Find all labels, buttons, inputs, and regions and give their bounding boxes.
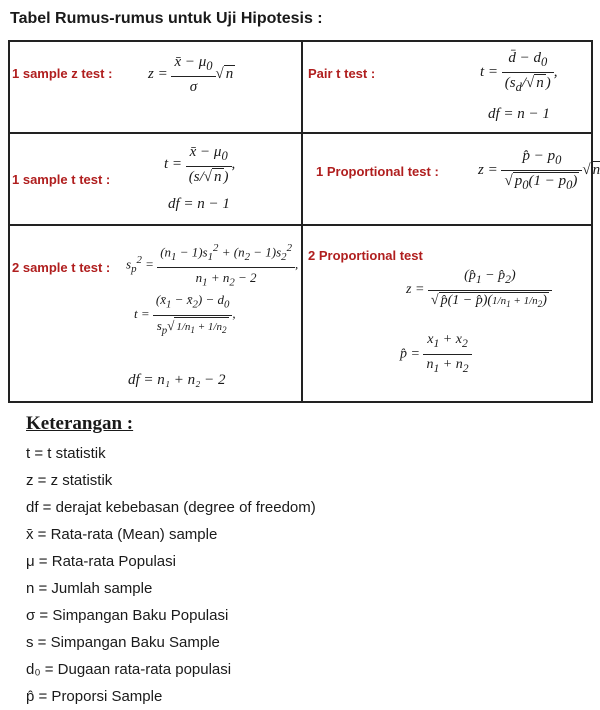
label-one-prop: 1 Proportional test : — [316, 164, 439, 179]
list-item: z = z statistik — [26, 472, 113, 489]
formula-pooled-proportion: p̂ = $\frac{x_1 + x_2}{n_1 + n_2}$ — [400, 330, 472, 379]
table-divider-row-1 — [10, 132, 591, 134]
formula-paired-t-df: df = n − 1 — [488, 106, 550, 122]
formula-table — [8, 40, 600, 403]
formula-paired-t: t = $\frac{d̄ - d_0}{(s_d/√ n )}$ , — [480, 50, 558, 94]
formula-two-sample-t-df: df = n₁ + n₂ − 2 — [128, 372, 226, 388]
formula-one-sample-t: t = $\frac{x̄ - \mu_0}{(s/√ n )}$ , — [164, 144, 236, 185]
list-item: s = Simpangan Baku Sample — [26, 634, 220, 651]
label-one-sample-z: 1 sample z test : — [12, 66, 113, 81]
keterangan-title: Keterangan : — [26, 413, 134, 434]
label-two-prop: 2 Proportional test — [308, 248, 423, 263]
list-item: μ = Rata-rata Populasi — [26, 553, 176, 570]
label-two-sample-t: 2 sample t test : — [12, 260, 111, 275]
formula-two-sample-t: t = $\frac{(x̄_1 - x̄_2) - d_0}{s_p√ 1/n_1 + 1/n_2}$ , — [134, 292, 236, 337]
formula-pooled-variance: $s_p^2$ = $\frac{(n_1 - 1)s_1^2 + (n_2 - 1)s_2^2}{n_1 + n_2 - 2}$ , — [126, 238, 298, 293]
keterangan-list — [26, 440, 586, 710]
formula-two-prop-z: z = $\frac{(p̂_1 - p̂_2)}{√ p̂(1 - p̂)(1/n_1 + 1/n_2)}$ — [406, 266, 552, 314]
list-item: df = derajat kebebasan (degree of freedom) — [26, 499, 316, 516]
list-item: d₀ = Dugaan rata-rata populasi — [26, 661, 232, 678]
table-divider-row-2 — [10, 224, 591, 226]
list-item: p̂ = Proporsi Sample — [26, 688, 163, 705]
label-paired-t: Pair t test : — [308, 66, 376, 81]
table-divider-vertical — [301, 42, 303, 401]
formula-one-sample-z: z = $\frac{x̄ - \mu_0}{\sigma}$ √ n — [148, 54, 234, 95]
page-title: Tabel Rumus-rumus untuk Uji Hipotesis : — [10, 10, 323, 27]
formula-one-sample-t-df: df = n − 1 — [168, 196, 230, 212]
list-item: σ = Simpangan Baku Populasi — [26, 607, 229, 624]
formula-one-prop: z = $\frac{p̂ - p_0}{√ p_0(1 - p_0)}$ √ n — [478, 146, 600, 195]
list-item: t = t statistik — [26, 445, 106, 462]
label-one-sample-t: 1 sample t test : — [12, 172, 111, 187]
list-item: n = Jumlah sample — [26, 580, 153, 597]
list-item: x̄ = Rata-rata (Mean) sample — [26, 526, 218, 543]
